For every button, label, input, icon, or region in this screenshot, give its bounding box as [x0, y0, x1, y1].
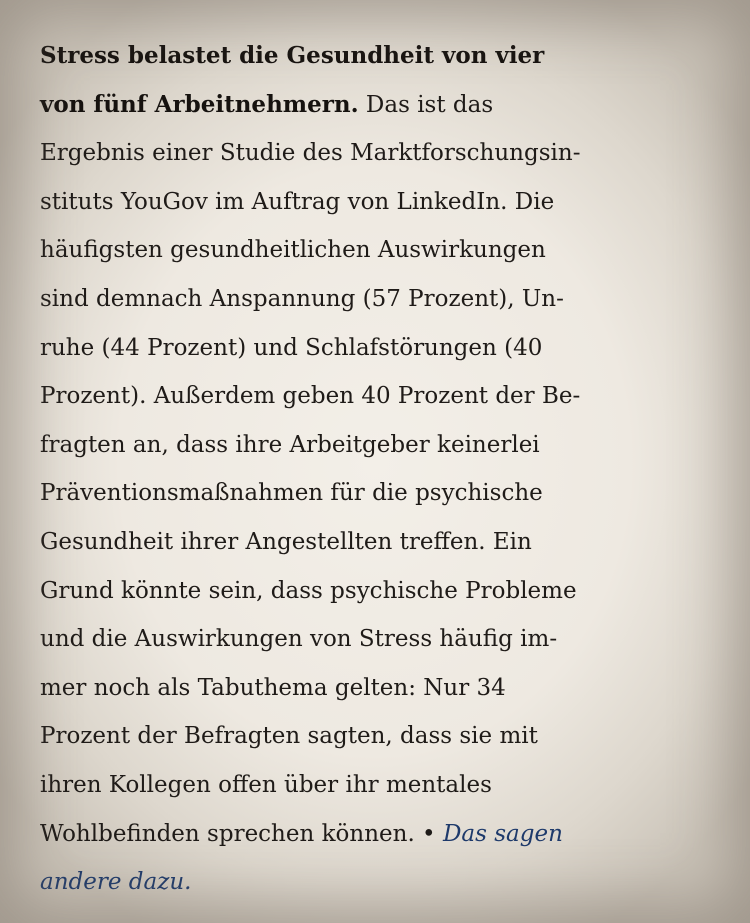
article-line	[40, 129, 710, 178]
article-line	[40, 178, 710, 227]
body-text: sind demnach Anspannung (57 Prozent), Un-	[40, 285, 564, 312]
related-link[interactable]: Das sagen	[442, 820, 563, 847]
article-line	[40, 712, 710, 761]
related-link[interactable]: andere dazu.	[40, 869, 192, 896]
article-paragraph	[40, 32, 710, 907]
body-text: Prozent). Außerdem geben 40 Prozent der Be-	[40, 383, 581, 410]
article-line	[40, 810, 710, 859]
body-text: und die Auswirkungen von Stress häufig im-	[40, 626, 558, 653]
article-line	[40, 372, 710, 421]
article-line	[40, 421, 710, 470]
lead-sentence: Stress belastet die Gesundheit von vier	[40, 42, 545, 69]
body-text: Grund könnte sein, dass psychische Probleme	[40, 577, 577, 604]
article-line	[40, 761, 710, 810]
article-line	[40, 469, 710, 518]
body-text: stituts YouGov im Auftrag von LinkedIn. Die	[40, 188, 555, 215]
article-line	[40, 32, 710, 81]
article-line	[40, 664, 710, 713]
body-text: fragten an, dass ihre Arbeitgeber keinerlei	[40, 431, 540, 458]
body-text: ruhe (44 Prozent) und Schlafstörungen (40	[40, 334, 543, 361]
body-text: Gesundheit ihrer Angestellten treffen. Ein	[40, 528, 532, 555]
body-text: Das ist das	[358, 91, 494, 118]
article-line	[40, 858, 710, 907]
body-text: Ergebnis einer Studie des Marktforschungsin-	[40, 140, 581, 167]
body-text: ihren Kollegen offen über ihr mentales	[40, 771, 492, 798]
article-line	[40, 81, 710, 130]
article-line	[40, 567, 710, 616]
article-line	[40, 275, 710, 324]
article-line	[40, 518, 710, 567]
body-text: Wohlbefinden sprechen können. •	[40, 820, 443, 847]
article-line	[40, 615, 710, 664]
body-text: Präventionsmaßnahmen für die psychische	[40, 480, 543, 507]
body-text: häufigsten gesundheitlichen Auswirkungen	[40, 237, 546, 264]
body-text: mer noch als Tabuthema gelten: Nur 34	[40, 674, 506, 701]
article-line	[40, 324, 710, 373]
body-text: Prozent der Befragten sagten, dass sie mit	[40, 723, 538, 750]
article-line	[40, 226, 710, 275]
lead-sentence: von fünf Arbeitnehmern.	[40, 90, 359, 118]
